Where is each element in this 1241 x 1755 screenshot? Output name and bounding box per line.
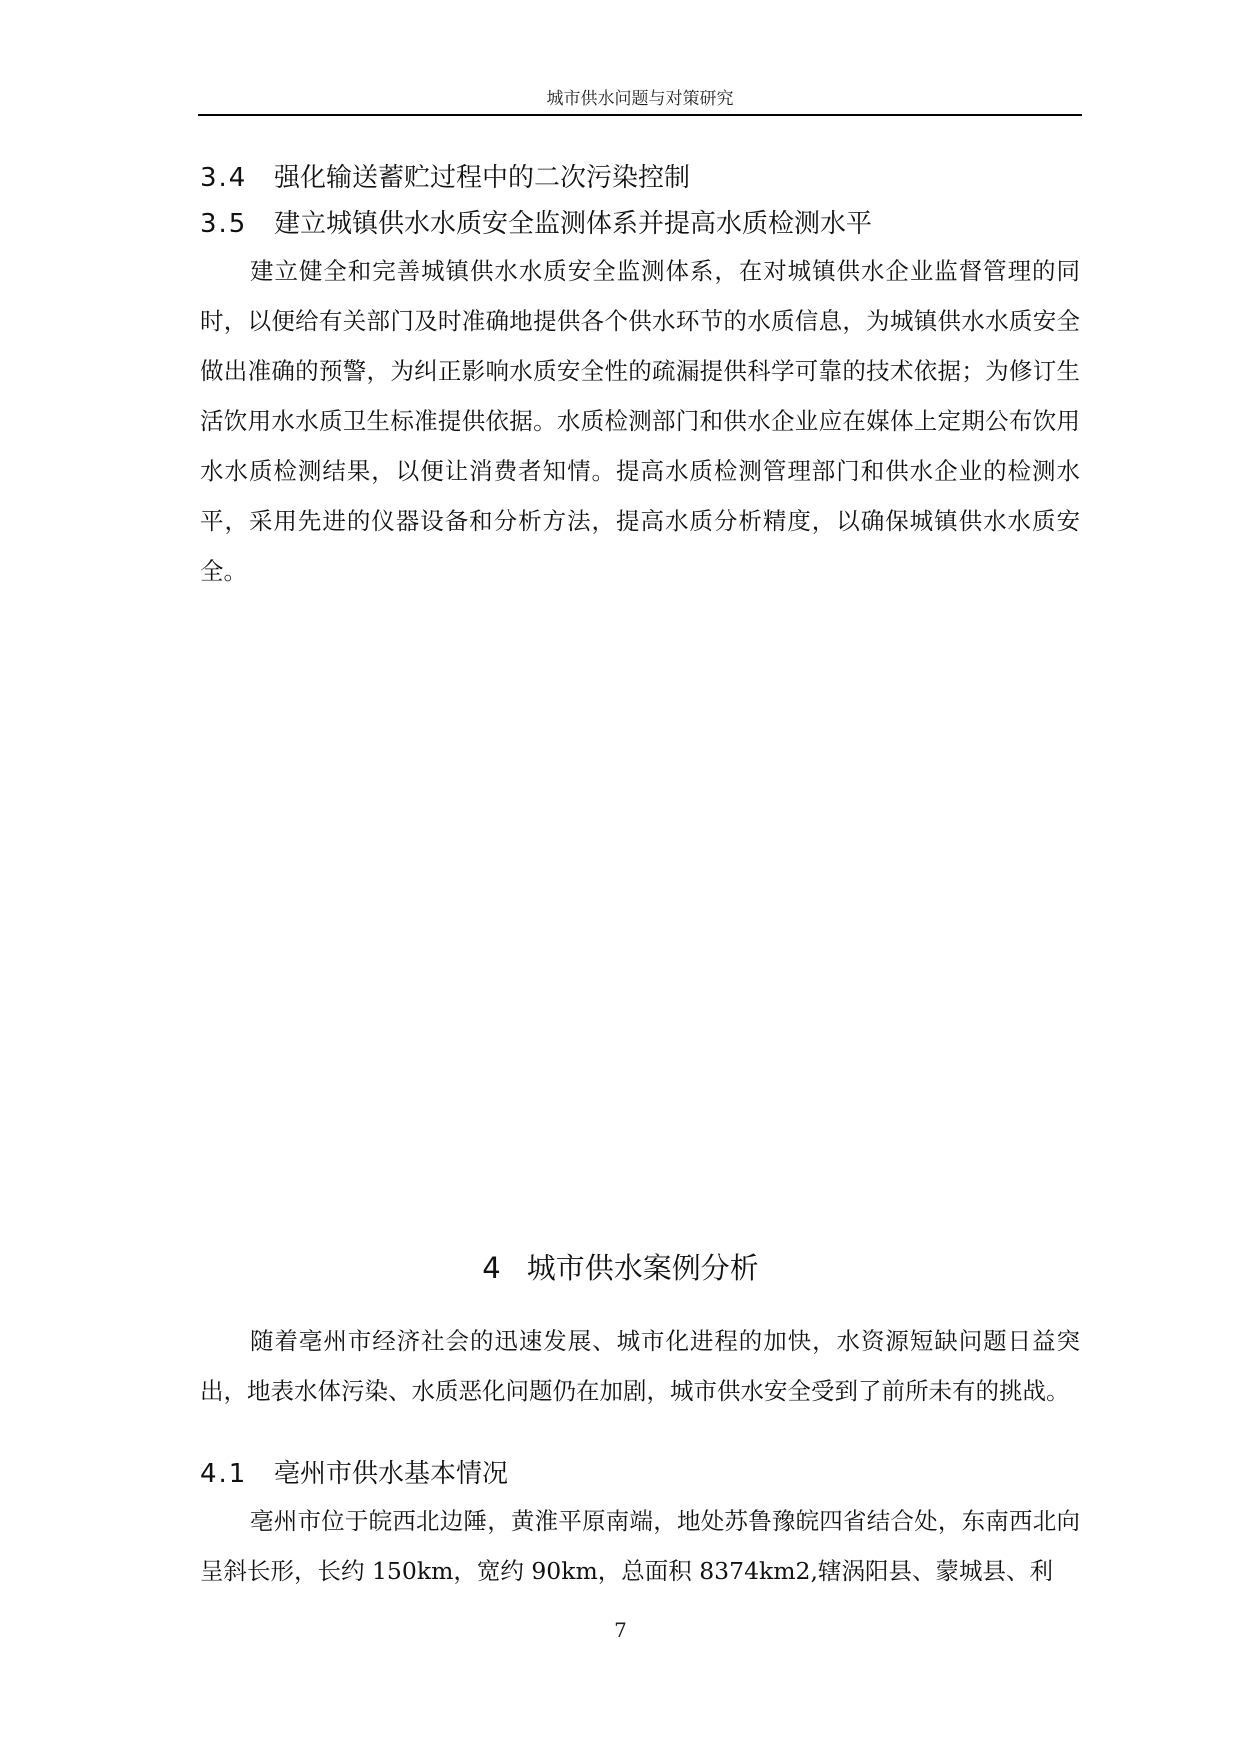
- chapter-heading-4: [0, 1248, 1241, 1288]
- running-header-title: 城市供水问题与对策研究: [546, 89, 734, 109]
- page-number: 7: [614, 1618, 627, 1642]
- section-title: 强化输送蓄贮过程中的二次污染控制: [274, 163, 691, 193]
- section-heading-4-1: [200, 1456, 508, 1492]
- section-3-5-paragraph: 建立健全和完善城镇供水水质安全监测体系，在对城镇供水企业监督管理的同时，以便给有关部门及时准确地提供各个供水环节的水质信息，为城镇供水水质安全做出准确的预警，为纠正影响水质安全性的疏漏提供科学可靠的技术依据；为修订生活饮用水水质卫生标准提供依据。水质检测部门和供水企业应在媒体上定期公布饮用水水质检测结果，以便让消费者知情。提高水质检测管理部门和供水企业的检测水平，采用先进的仪器设备和分析方法，提高水质分析精度，以确保城镇供水水质安全。: [200, 257, 1080, 585]
- section-number: 3.5: [200, 209, 248, 239]
- section-number: 4.1: [200, 1459, 248, 1489]
- section-heading-3-4: [200, 160, 690, 196]
- running-header: [198, 84, 1082, 116]
- section-title: 建立城镇供水水质安全监测体系并提高水质检测水平: [274, 209, 873, 239]
- chapter-4-paragraph: 随着亳州市经济社会的迅速发展、城市化进程的加快，水资源短缺问题日益突出，地表水体污染、水质恶化问题仍在加剧，城市供水安全受到了前所未有的挑战。: [200, 1327, 1080, 1405]
- section-heading-3-5: [200, 206, 872, 242]
- section-4-1-paragraph: 亳州市位于皖西北边陲，黄淮平原南端，地处苏鲁豫皖四省结合处，东南西北向呈斜长形，长约 150km，宽约 90km，总面积 8374km2,辖涡阳县、蒙城县、利: [200, 1507, 1080, 1585]
- section-number: 3.4: [200, 163, 248, 193]
- section-title: 亳州市供水基本情况: [274, 1459, 509, 1489]
- chapter-number: 4: [482, 1251, 501, 1285]
- chapter-title: 城市供水案例分析: [526, 1251, 759, 1285]
